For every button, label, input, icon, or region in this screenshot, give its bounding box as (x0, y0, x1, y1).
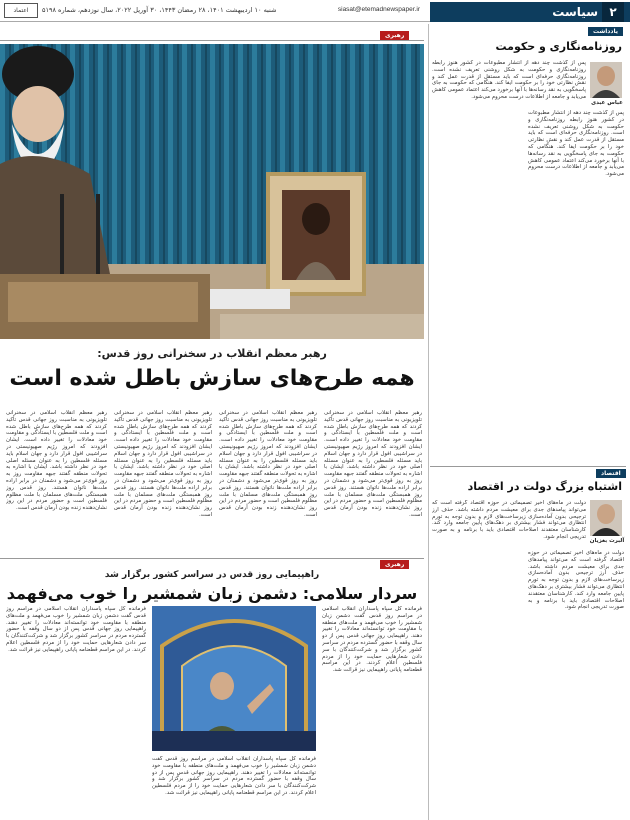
newspaper-logo: اعتماد (4, 3, 38, 18)
second-story-kicker: راهپیمایی روز قدس در سراسر کشور برگزار شد (104, 570, 320, 580)
main-story-kicker: رهبر معظم انقلاب در سخنرانی روز قدس: (97, 347, 327, 360)
section-email: siasat@etemadnewspaper.ir (337, 6, 420, 13)
main-story-column-1: رهبر معظم انقلاب اسلامی در سخنرانی تلویزیونی به مناسبت روز جهانی قدس تأکید کردند که همه طرح‌های سازش باطل شده است و ملت فلسطین با ایستادگی و مقاومت خود معادلات را تغییر داده است. ایشان افزودند که امروز رژیم صهیونیستی در سراشیبی افول قرار دارد و جهان اسلام باید مسئله فلسطین را به عنوان مسئله اصلی خود در نظر داشته باشد. ایشان با اشاره به تحولات منطقه گفتند جبهه مقاومت روز به روز قوی‌تر می‌شود و دشمنان در برابر اراده ملت‌ها ناتوان هستند. روز قدس روز همبستگی ملت‌های مسلمان با ملت مظلوم فلسطین است و حضور مردم در این روز نشان‌دهنده زنده بودن آرمان قدس است. (324, 410, 422, 518)
page-number: ۲ (602, 2, 624, 22)
opinion-1-body-narrow: پس از گذشت چند دهه از انتشار مطبوعات در کشور هنوز رابطه روزنامه‌نگاری و حکومت به شکل روشنی تعریف نشده است. روزنامه‌نگاری حرفه‌ای است که باید مستقل از قدرت عمل کند و نقش نظارتی خود را بر حکومت ایفا کند. هنگامی که حکومت به جای پاسخگویی به نقد رسانه‌ها با آنها برخورد می‌کند اعتماد عمومی کاهش می‌یابد و جامعه از اطلاعات درست محروم می‌شود. (432, 60, 586, 100)
second-story-column-2: فرمانده کل سپاه پاسداران انقلاب اسلامی در مراسم روز قدس گفت دشمن زبان شمشیر را خوب می‌فهمد و ملت‌های منطقه با مقاومت خود توانسته‌اند معادلات را تغییر دهند. راهپیمایی روز جهانی قدس پس از دو سال وقفه با حضور گسترده مردم در سراسر کشور برگزار شد و شرکت‌کنندگان با سر دادن شعارهایی حمایت خود را از مردم فلسطین اعلام کردند. در این مراسم قطعنامه پایانی راهپیمایی نیز قرائت شد. (6, 606, 146, 653)
opinion-1-tag: یادداشت (588, 27, 623, 36)
opinion-1-author-photo (590, 62, 622, 98)
opinion-2-tag: اقتصاد (596, 469, 626, 478)
main-story-column-3: رهبر معظم انقلاب اسلامی در سخنرانی تلویزیونی به مناسبت روز جهانی قدس تأکید کردند که همه طرح‌های سازش باطل شده است و ملت فلسطین با ایستادگی و مقاومت خود معادلات را تغییر داده است. ایشان افزودند که امروز رژیم صهیونیستی در سراشیبی افول قرار دارد و جهان اسلام باید مسئله فلسطین را به عنوان مسئله اصلی خود در نظر داشته باشد. ایشان با اشاره به تحولات منطقه گفتند جبهه مقاومت روز به روز قوی‌تر می‌شود و دشمنان در برابر اراده ملت‌ها ناتوان هستند. روز قدس روز همبستگی ملت‌های مسلمان با ملت مظلوم فلسطین است و حضور مردم در این روز نشان‌دهنده زنده بودن آرمان قدس است. (114, 410, 212, 518)
main-story-column-2: رهبر معظم انقلاب اسلامی در سخنرانی تلویزیونی به مناسبت روز جهانی قدس تأکید کردند که همه طرح‌های سازش باطل شده است و ملت فلسطین با ایستادگی و مقاومت خود معادلات را تغییر داده است. ایشان افزودند که امروز رژیم صهیونیستی در سراشیبی افول قرار دارد و جهان اسلام باید مسئله فلسطین را به عنوان مسئله اصلی خود در نظر داشته باشد. ایشان با اشاره به تحولات منطقه گفتند جبهه مقاومت روز به روز قوی‌تر می‌شود و دشمنان در برابر اراده ملت‌ها ناتوان هستند. روز قدس روز همبستگی ملت‌های مسلمان با ملت مظلوم فلسطین است و حضور مردم در این روز نشان‌دهنده زنده بودن آرمان قدس است. (219, 410, 317, 518)
opinion-2-headline: اشتباه بزرگ دولت در اقتصاد (467, 480, 622, 493)
date-line: شنبه ۱۰ اردیبهشت ۱۴۰۱، ۲۸ رمضان ۱۴۴۳، ۳۰ آوریل ۲۰۲۲، سال نوزدهم، شماره ۵۱۹۸ (42, 6, 277, 14)
opinion-1-body-right: پس از گذشت چند دهه از انتشار مطبوعات در کشور هنوز رابطه روزنامه‌نگاری و حکومت به شکل روشنی تعریف نشده است. روزنامه‌نگاری حرفه‌ای است که باید مستقل از قدرت عمل کند و نقش نظارتی خود را بر حکومت ایفا کند. هنگامی که حکومت به جای پاسخگویی به نقد رسانه‌ها با آنها برخورد می‌کند اعتماد عمومی کاهش می‌یابد و جامعه از اطلاعات درست محروم می‌شود. (528, 110, 624, 178)
opinion-1-headline: روزنامه‌نگاری و حکومت (495, 40, 622, 53)
page-header (0, 0, 630, 22)
second-story-photo (152, 606, 316, 751)
second-story-headline: سردار سلامی: دشمن زبان شمشیر را خوب می‌فهمد (6, 584, 418, 603)
section-banner (430, 2, 630, 22)
main-story-headline: همه طرح‌های سازش باطل شده است (9, 366, 415, 391)
main-story-photo (0, 44, 424, 339)
opinion-2-body-right: دولت در ماه‌های اخیر تصمیماتی در حوزه اقتصاد گرفته است که می‌تواند پیامدهای جدی برای معیشت مردم داشته باشد. حذف ارز ترجیحی بدون آماده‌سازی زیرساخت‌های لازم و بدون توجه به تورم انتظاری می‌تواند فشار بیشتری بر دهک‌های پایین جامعه وارد کند. کارشناسان معتقدند اصلاحات اقتصادی باید با برنامه و به صورت تدریجی انجام شود. (528, 550, 624, 611)
opinion-2-author: آلبرت بغزیان (589, 538, 625, 544)
section-title: سیاست (552, 5, 598, 19)
second-story-tag: رهبری (380, 560, 409, 569)
opinion-1-author: عباس عبدی (591, 100, 623, 106)
main-story-column-4: رهبر معظم انقلاب اسلامی در سخنرانی تلویزیونی به مناسبت روز جهانی قدس تأکید کردند که همه طرح‌های سازش باطل شده است و ملت فلسطین با ایستادگی و مقاومت خود معادلات را تغییر داده است. ایشان افزودند که امروز رژیم صهیونیستی در سراشیبی افول قرار دارد و جهان اسلام باید مسئله فلسطین را به عنوان مسئله اصلی خود در نظر داشته باشد. ایشان با اشاره به تحولات منطقه گفتند جبهه مقاومت روز به روز قوی‌تر می‌شود و دشمنان در برابر اراده ملت‌ها ناتوان هستند. روز قدس روز همبستگی ملت‌های مسلمان با ملت مظلوم فلسطین است و حضور مردم در این روز نشان‌دهنده زنده بودن آرمان قدس است. (6, 410, 107, 512)
opinion-2-body-narrow: دولت در ماه‌های اخیر تصمیماتی در حوزه اقتصاد گرفته است که می‌تواند پیامدهای جدی برای معیشت مردم داشته باشد. حذف ارز ترجیحی بدون آماده‌سازی زیرساخت‌های لازم و بدون توجه به تورم انتظاری می‌تواند فشار بیشتری بر دهک‌های پایین جامعه وارد کند. کارشناسان معتقدند اصلاحات اقتصادی باید با برنامه و به صورت تدریجی انجام شود. (432, 500, 586, 540)
second-story-column-1: فرمانده کل سپاه پاسداران انقلاب اسلامی در مراسم روز قدس گفت دشمن زبان شمشیر را خوب می‌فهمد و ملت‌های منطقه با مقاومت خود توانسته‌اند معادلات را تغییر دهند. راهپیمایی روز جهانی قدس پس از دو سال وقفه با حضور گسترده مردم در سراسر کشور برگزار شد و شرکت‌کنندگان با سر دادن شعارهایی حمایت خود را از مردم فلسطین اعلام کردند. در این مراسم قطعنامه پایانی راهپیمایی نیز قرائت شد. (322, 606, 422, 674)
main-story-tag: رهبری (380, 31, 409, 40)
opinion-2-author-photo (590, 500, 622, 536)
second-story-column-3: فرمانده کل سپاه پاسداران انقلاب اسلامی در مراسم روز قدس گفت دشمن زبان شمشیر را خوب می‌فهمد و ملت‌های منطقه با مقاومت خود توانسته‌اند معادلات را تغییر دهند. راهپیمایی روز جهانی قدس پس از دو سال وقفه با حضور گسترده مردم در سراسر کشور برگزار شد و شرکت‌کنندگان با سر دادن شعارهایی حمایت خود را از مردم فلسطین اعلام کردند. در این مراسم قطعنامه پایانی راهپیمایی نیز قرائت شد. (152, 756, 316, 796)
